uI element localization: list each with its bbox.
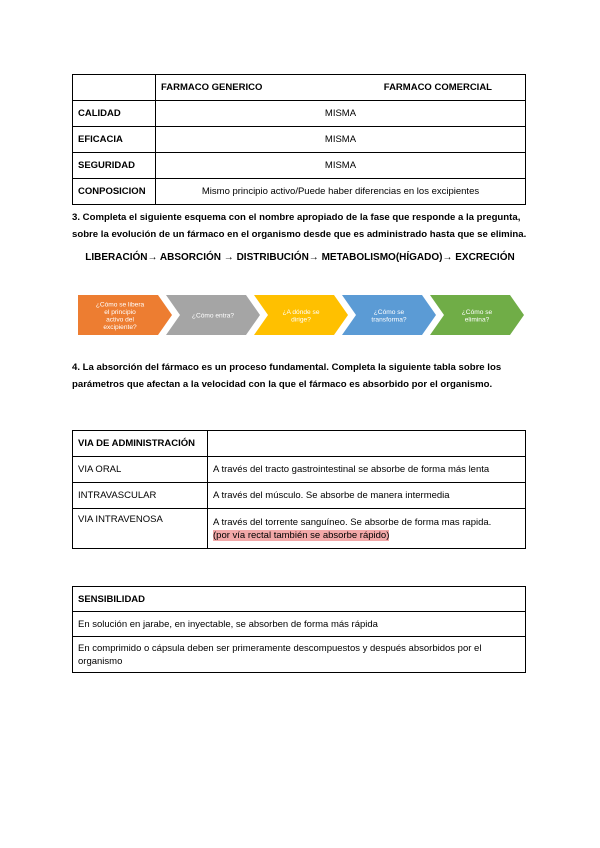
row-value: En solución en jarabe, en inyectable, se absorben de forma más rápida: [73, 612, 526, 637]
flow-step: [78, 295, 172, 335]
row-value: A través del tracto gastrointestinal se absorbe de forma más lenta: [208, 457, 526, 483]
flow-step: [342, 295, 436, 335]
flow-step-text: elimina?: [464, 316, 490, 324]
row-label: CONPOSICION: [73, 179, 156, 205]
table-row: [73, 483, 526, 509]
header-commercial: FARMACO COMERCIAL: [383, 82, 492, 93]
flow-step-text: ¿Cómo entra?: [191, 312, 235, 320]
table-row: [73, 637, 526, 673]
question-4: 4. La absorción del fármaco es un proceso fundamental. Completa la siguiente tabla sobre los parámetros que afectan a la velocidad con la que el fármaco es absorbido por el organismo.: [72, 362, 502, 390]
row-label: INTRAVASCULAR: [73, 483, 208, 509]
flow-step: [166, 295, 260, 335]
flow-step: [430, 295, 524, 335]
row-value: MISMA: [156, 153, 526, 179]
phase-flow-diagram: [78, 294, 524, 336]
sensitivity-table: [72, 586, 526, 673]
flow-step-text: activo del: [106, 316, 134, 324]
table-row: [73, 153, 526, 179]
row-value: Mismo principio activo/Puede haber diferencias en los excipientes: [156, 179, 526, 205]
table-row: [73, 101, 526, 127]
question-3: 3. Completa el siguiente esquema con el nombre apropiado de la fase que responde a la pregunta, sobre la evolución de un fármaco en el organismo desde que es administrado hasta que se elimina.: [72, 212, 527, 240]
row-value: En comprimido o cápsula deben ser primeramente descompuestos y después absorbidos por el organismo: [73, 637, 526, 673]
row-value: A través del torrente sanguíneo. Se absorbe de forma mas rapida.: [213, 516, 492, 528]
administration-route-table: [72, 430, 526, 549]
row-label: CALIDAD: [73, 101, 156, 127]
row-value: A través del músculo. Se absorbe de manera intermedia: [208, 483, 526, 509]
table-row: [73, 179, 526, 205]
table-row: [73, 127, 526, 153]
empty-header-cell: [208, 431, 526, 457]
flow-step-text: excipiente?: [103, 323, 137, 331]
flow-step-text: el principio: [104, 308, 136, 316]
table-header-row: [73, 587, 526, 612]
row-label: EFICACIA: [73, 127, 156, 153]
flow-step-text: dirige?: [291, 316, 311, 324]
row-value: MISMA: [156, 127, 526, 153]
table-row: [73, 612, 526, 637]
header-generic: FARMACO GENERICO: [161, 82, 263, 93]
table-header-row: [73, 431, 526, 457]
row-label: VIA INTRAVENOSA: [73, 509, 208, 549]
generic-vs-commercial-table: [72, 74, 526, 205]
phases-sequence: LIBERACIÓN→ ABSORCIÓN → DISTRIBUCIÓN→ METABOLISMO(HÍGADO)→ EXCRECIÓN: [85, 252, 515, 263]
empty-header-cell: [73, 75, 156, 101]
table-row: [73, 509, 526, 549]
row-value: MISMA: [156, 101, 526, 127]
flow-step-text: ¿Cómo se: [461, 308, 493, 316]
row-value-cell: [208, 509, 526, 549]
flow-step-text: ¿A dónde se: [282, 308, 320, 316]
table-row: [73, 457, 526, 483]
highlighted-note: (por vía rectal también se absorbe rápido): [213, 529, 390, 541]
flow-step-text: transforma?: [371, 316, 407, 324]
header-cell: [156, 75, 526, 101]
flow-step-text: ¿Cómo se: [373, 308, 405, 316]
row-label: VIA ORAL: [73, 457, 208, 483]
row-label: SEGURIDAD: [73, 153, 156, 179]
flow-step-text: ¿Cómo se libera: [95, 301, 145, 309]
table-header-row: [73, 75, 526, 101]
header-cell: VIA DE ADMINISTRACIÓN: [73, 431, 208, 457]
flow-step: [254, 295, 348, 335]
header-cell: SENSIBILIDAD: [73, 587, 526, 612]
